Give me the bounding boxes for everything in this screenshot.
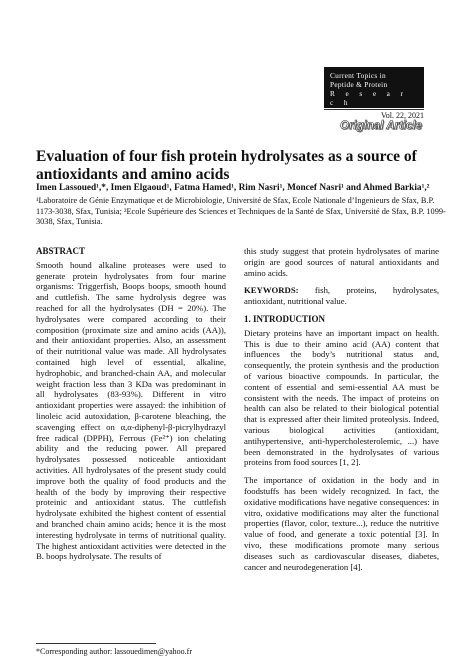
article-type-label: Original Article [339,120,422,132]
introduction-paragraph-1: Dietary proteins have an important impact on health. This is due to their amino acid (AA) content that influences the body’s nutritional status and, consequently, the protein synthesis and the production of various bioactive compounds. In particular, the content of essential and semi-essential AA must be consistent with the needs. The impact of proteins on health can also be related to their biological potential that is expressed after their limited proteolysis. Indeed, various biological activities (antioxidant, antihypertensive, anti-hypercholesterolemic, ...) have been demonstrated in the hydrolysates of various proteins from food sources [1, 2]. [244,327,439,468]
left-column [36,246,226,569]
footnote-divider [36,643,156,644]
introduction-paragraph-2: The importance of oxidation in the body and in foodstuffs has been widely recognized. In fact, the oxidative modifications have negative consequences: in vitro, oxidative modifications may alter the functional properties (flavor, color, texture...), reduce the nutritive value of food, and generate a toxic potential [3]. In vivo, these modifications promote many serious diseases such as cardiovascular diseases, diabetes, cancer and neurodegeneration [4]. [244,475,439,572]
journal-name-line-3: R e s e a r c h [330,89,408,107]
keywords-text: fish, proteins, hydrolysates, antioxidant, nutritional value. [244,285,439,307]
journal-name-line-1: Current Topics in [330,71,386,80]
keywords-paragraph [244,285,439,307]
affiliations: ¹Laboratoire de Génie Enzymatique et de Microbiologie, Université de Sfax, Ecole Nationale d’Ingenieurs de Sfax, B.P. 1173-3038, Sfax, Tunisia; ²Ecole Supérieure des Sciences et Techniques de la Santé de Sfax, Université de Sfax, B.P. 1099-3038, Sfax, Tunisia. [36,196,446,226]
abstract-heading: ABSTRACT [36,246,86,256]
author-list: Imen Lassoued¹,*, Imen Elgaoud¹, Fatma Hamed¹, Rim Nasri¹, Moncef Nasri¹ and Ahmed Barkia¹,² [36,183,430,193]
abstract-continuation: this study suggest that protein hydrolysates of marine origin are good sources of natural antioxidants and amino acids. [244,246,439,278]
introduction-heading: 1. INTRODUCTION [244,313,326,324]
corresponding-author-footnote: *Corresponding author: lassouedimen@yahoo.fr [36,647,193,656]
article-title: Evaluation of four fish protein hydrolysates as a source of antioxidants and amino acids [36,148,417,183]
journal-volume: Vol. 22, 2021 [324,109,424,120]
right-column [244,246,439,579]
journal-logo-box [324,67,424,108]
journal-name-line-2: Peptide & Protein [330,80,388,89]
keywords-label: KEYWORDS: [244,285,299,296]
abstract-text: Smooth hound alkaline proteases were used to generate protein hydrolysates from four marine organisms: Triggerfish, Boops boops, smooth hound and cuttlefish. The same hydrolysis degree was reached for all the hydrolysates (DH = 20%). The hydrolysates were compared according to their composition (proximate size and amino acids (AA)), and their antioxidant properties. Also, an assessment of their nutritional value was made. All hydrolysates contained high level of essential, alkaline, hydrophobic, and branched-chain AA, and molecular weight fraction less than 3 KDa was predominant in all hydrolysates (83-93%). Different in vitro antioxidant properties were assayed: the inhibition of linoleic acid autoxidation, β-carotene bleaching, the scavenging effect on α,α-diphenyl-β-picrylhydrazyl free radical (DPPH), Ferrous (Fe²⁺) ion chelating ability and the reducing power. All prepared hydrolysates possessed noticeable antioxidant activities. All hydrolysates of the present study could improve both the quality of food products and the health of the body by improving their respective proteinic and antioxidant status. The cuttlefish hydrolysate exhibited the highest content of essential and branched chain amino acids; hence it is the most interesting hydrolysate in terms of nutritional quality. The highest antioxidant activities were detected in the B. boops hydrolysate. The results of [36,259,226,562]
